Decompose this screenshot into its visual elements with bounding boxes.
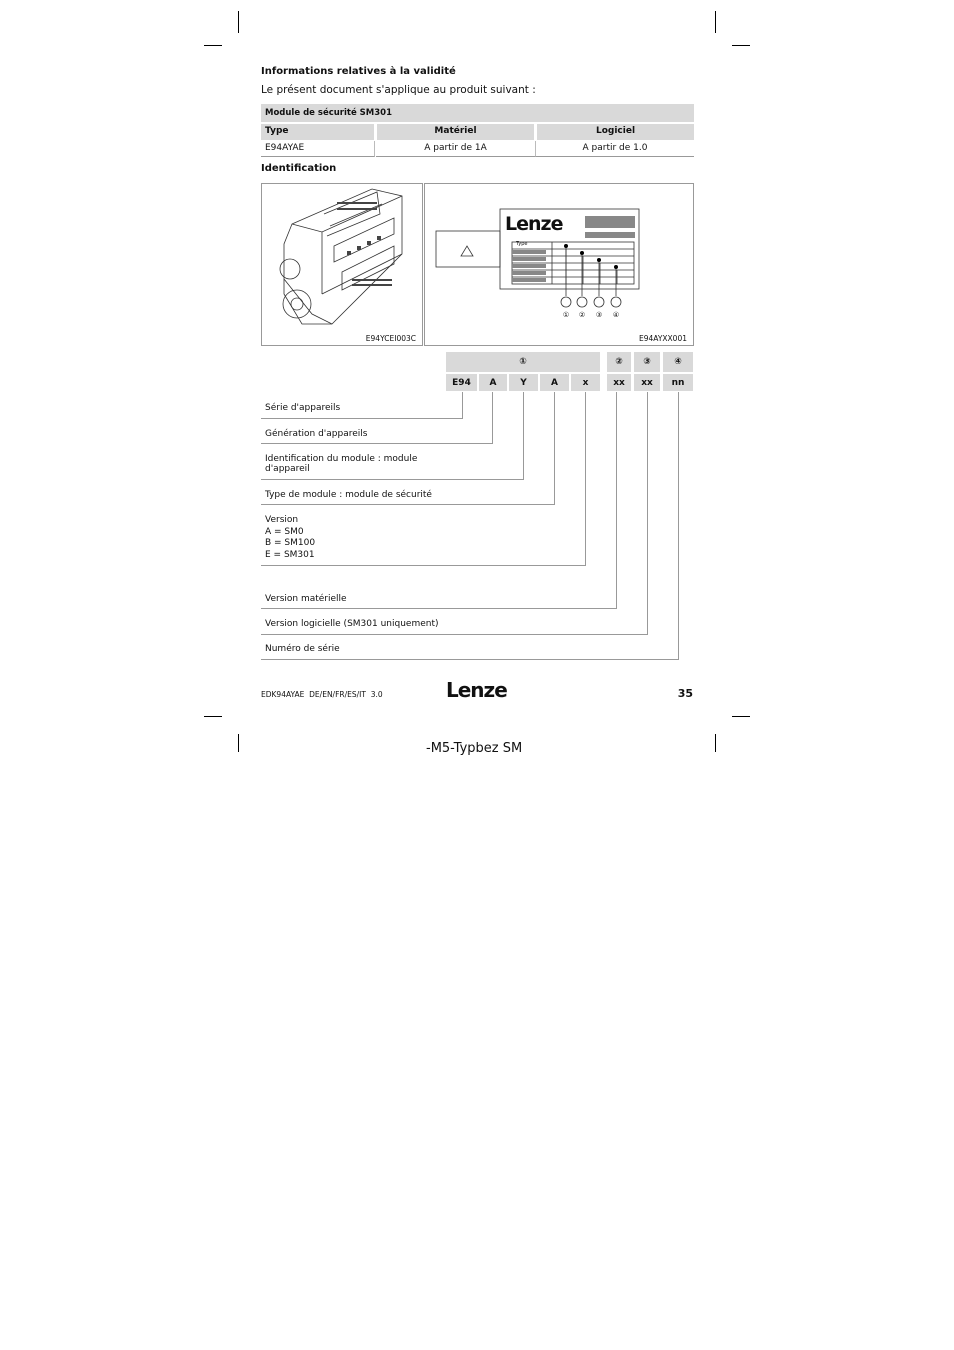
nameplate-type-label: Type (516, 241, 528, 247)
code-seg-xx2: xx (634, 374, 660, 391)
below-caption: -M5-Typbez SM (426, 741, 523, 756)
crop-mark (732, 716, 750, 717)
code-group-4: ④ (663, 352, 693, 372)
table-cell-hardware: A partir de 1A (376, 141, 536, 157)
page-number: 35 (677, 687, 693, 700)
footer-doc-id: EDK94AYAE DE/EN/FR/ES/IT 3.0 (261, 690, 383, 699)
desc-module-id-1: Identification du module : module (265, 454, 418, 464)
desc-device-generation: Génération d'appareils (265, 429, 368, 439)
crop-mark (715, 734, 716, 752)
heading-validity: Informations relatives à la validité (261, 66, 456, 77)
desc-serial-number: Numéro de série (265, 644, 340, 654)
desc-device-series: Série d'appareils (265, 403, 341, 413)
desc-module-id-2: d'appareil (265, 464, 310, 474)
crop-mark (204, 716, 222, 717)
crop-mark (204, 45, 222, 46)
rule (261, 659, 679, 660)
code-seg-nn: nn (663, 374, 693, 391)
code-seg-a: A (479, 374, 507, 391)
desc-version-a: A = SM0 (265, 527, 304, 537)
rule (261, 608, 617, 609)
connector-line (492, 392, 493, 443)
desc-module-type: Type de module : module de sécurité (265, 490, 432, 500)
desc-hardware-version: Version matérielle (265, 594, 347, 604)
code-seg-a2: A (540, 374, 569, 391)
crop-mark (715, 11, 716, 33)
connector-line (585, 392, 586, 565)
rule (261, 634, 648, 635)
callout-1: ① (562, 311, 570, 319)
table-cell-type: E94AYAE (261, 141, 375, 157)
crop-mark (238, 11, 239, 33)
rule (261, 479, 524, 480)
rule (261, 418, 463, 419)
connector-line (616, 392, 617, 608)
table-cell-software: A partir de 1.0 (536, 141, 694, 157)
callout-3: ③ (595, 311, 603, 319)
code-group-1: ① (446, 352, 600, 372)
nameplate-brand: Lenze (505, 213, 563, 235)
rule (261, 565, 586, 566)
nameplate-drawing (425, 184, 693, 334)
code-group-3: ③ (634, 352, 660, 372)
code-group-2: ② (607, 352, 631, 372)
connector-line (462, 392, 463, 418)
rule (261, 504, 555, 505)
heading-identification: Identification (261, 163, 337, 174)
table-header-hardware: Matériel (377, 124, 534, 140)
footer-brand-logo: Lenze (446, 678, 507, 702)
connector-line (554, 392, 555, 504)
table-title: Module de sécurité SM301 (261, 104, 694, 122)
figure-left (261, 183, 423, 346)
figure-right (424, 183, 694, 346)
figure-left-caption: E94YCEI003C (365, 334, 416, 343)
code-seg-xx1: xx (607, 374, 631, 391)
code-seg-e94: E94 (446, 374, 477, 391)
crop-mark (732, 45, 750, 46)
connector-line (647, 392, 648, 634)
desc-version-b: B = SM100 (265, 538, 316, 548)
desc-software-version: Version logicielle (SM301 uniquement) (265, 619, 439, 629)
callout-4: ④ (612, 311, 620, 319)
crop-mark (238, 734, 239, 752)
desc-version-e: E = SM301 (265, 550, 315, 560)
callout-2: ② (578, 311, 586, 319)
intro-text: Le présent document s'applique au produit suivant : (261, 84, 536, 96)
safety-module-drawing (262, 184, 422, 334)
code-seg-y: Y (509, 374, 538, 391)
desc-version: Version (265, 515, 299, 525)
table-header-software: Logiciel (537, 124, 694, 140)
code-seg-x: x (571, 374, 600, 391)
product-table (261, 104, 694, 158)
table-header-type: Type (261, 124, 374, 140)
figure-right-caption: E94AYXX001 (638, 334, 687, 343)
connector-line (523, 392, 524, 479)
rule (261, 443, 493, 444)
connector-line (678, 392, 679, 659)
